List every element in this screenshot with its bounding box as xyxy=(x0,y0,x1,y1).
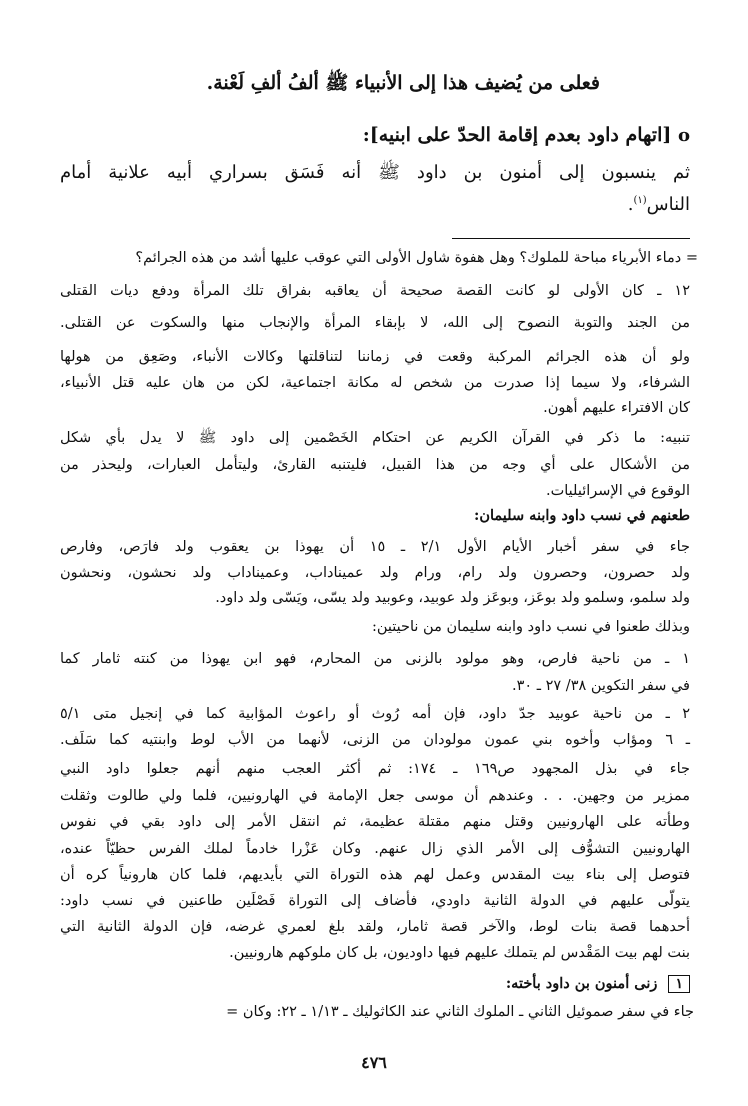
note-line: أحدهما قصة بنات لوط، والآخر قصة ثامار، ولقد بلغ لعمري غرضه، فإن الدولة الثانية التي xyxy=(60,919,690,935)
sub-number-box: ١ xyxy=(668,975,690,993)
section-body-end: . xyxy=(627,194,634,215)
note-line: يتولّى عليهم في الدولة الثانية داودي، فأضاف إلى التوراة فَصْلَين طاعنين في نسب داود: xyxy=(60,893,690,909)
note-line: من الأشكال على أي وجه من هذا القبيل، فليتنبه القارئ، وليتأمل العبارات، وليحذر من xyxy=(60,457,690,473)
note-line: = دماء الأبرياء مباحة للملوك؟ وهل هفوة شاول الأولى التي عوقب عليها أشد من هذه الجرائم؟ xyxy=(135,250,698,266)
note-line: ولو أن هذه الجرائم المركبة وقعت في زماننا لتناقلتها وكالات الأنباء، وصَعِق من هولها xyxy=(60,349,690,365)
note-line: جاء في بذل المجهود ص١٦٩ ـ ١٧٤: ثم أكثر العجب منهم أنهم جعلوا داود النبي xyxy=(60,761,690,777)
note-line: ١٢ ـ كان الأولى لو كانت القصة صحيحة أن يعاقبه بفراق تلك المرأة ودفع ديات القتلى xyxy=(60,283,690,299)
note-line: الشرفاء، ولا سيما إذا صدرت من شخص له مكانة اجتماعية، لكن من هان عليه قتل الأنبياء، xyxy=(60,375,690,391)
note-line: كان الافتراء عليهم أهون. xyxy=(543,400,690,416)
section-body-text: الناس xyxy=(646,194,690,215)
note-line: من الجند والتوبة النصوح إلى الله، لا بإبقاء المرأة والإنجاب منها والسكوت عن القتلى. xyxy=(60,315,690,331)
note-line: ولد حصرون، وحصرون ولد رام، ورام ولد عميناداب، وعميناداب ولد نحشون، ونحشون xyxy=(60,565,690,581)
note-subheading: طعنهم في نسب داود وابنه سليمان: xyxy=(474,507,690,524)
sub-heading: زنى أمنون بن داود بأخته: xyxy=(505,975,658,992)
note-line: ولد سلمو، وسلمو ولد بوعَز، وبوعَز ولد عوبيد، وعوبيد ولد يسّى، ويَسّى ولد داود. xyxy=(215,590,690,606)
note-line: وبذلك طعنوا في نسب داود وابنه سليمان من ناحيتين: xyxy=(371,619,690,635)
section-heading: [اتهام داود بعدم إقامة الحدّ على ابنيه]: xyxy=(362,124,672,146)
note-line: ـ ٦ ومؤاب وأخوه بني عمون مولودان من الزنى، لأنهما من الأب لوط وابنتيه كما سَلَف. xyxy=(60,732,690,748)
page-number: ٤٧٦ xyxy=(361,1053,387,1072)
note-line: تنبيه: ما ذكر في القرآن الكريم عن احتكام الخَصْمين إلى داود ﷺ لا يدل بأي شكل xyxy=(60,430,690,446)
note-line: ٢ ـ من ناحية عوبيد جدّ داود، فإن أمه رُوث أو راعوث المؤابية كما في إنجيل متى ٥/١ xyxy=(60,706,690,722)
section-body-line-1: ثم ينسبون إلى أمنون بن داود ﷺ أنه فَسَق بسراري أبيه علانية أمام xyxy=(60,162,690,183)
note-line: ١ ـ من ناحية فارص، وهو مولود بالزنى من المحارم، فهو ابن يهوذا من كنته ثامار كما xyxy=(60,651,690,667)
note-line: الهارونيين التشوُّف إلى الأمر الذي زال عنهم. وكان عَزْرا خادماً لملك الفرس حظيّاً عنده، xyxy=(60,841,690,857)
note-line: فتوصل إلى بناء بيت المقدس وعمل لهم هذه التوراة التي بأيديهم، فلما كان هارونياً كره أن xyxy=(60,867,690,883)
section-heading-row xyxy=(363,126,690,145)
note-line: وطأته على الهارونيين وقتل منهم مقتلة عظيمة، ثم انتقل الأمر إلى داود بقي في نفوس xyxy=(60,814,690,830)
footnote-rule xyxy=(452,238,690,239)
top-line: فعلى من يُضيف هذا إلى الأنبياء ﷺ ألفُ ألفِ لَعْنة. xyxy=(206,72,600,94)
note-line: الوقوع في الإسرائيليات. xyxy=(546,483,690,499)
note-line: جاء في سفر أخبار الأيام الأول ٢/١ ـ ١٥ أن يهوذا بن يعقوب ولد فارَص، وفارص xyxy=(60,539,690,555)
note-line: ممزير من وجهين. . . وعندهم أن موسى جعل الإمامة في الهارونيين، فلما ولي طالوت وثقلت xyxy=(60,788,690,804)
note-line: في سفر التكوين ٣٨/ ٢٧ ـ ٣٠. xyxy=(511,678,690,694)
sub-heading-row xyxy=(506,975,690,993)
sub-line: جاء في سفر صموئيل الثاني ـ الملوك الثاني عند الكاثوليك ـ ١/١٣ ـ ٢٢: وكان = xyxy=(226,1004,694,1020)
section-bullet-icon: o xyxy=(677,125,690,146)
note-line: بنت لهم بيت المَقْدس لم يتملك عليهم فيها داوديون، بل كان ملوكهم هارونيين. xyxy=(229,945,690,961)
footnote-ref: (١) xyxy=(633,195,647,206)
section-body-line-2 xyxy=(628,196,690,214)
